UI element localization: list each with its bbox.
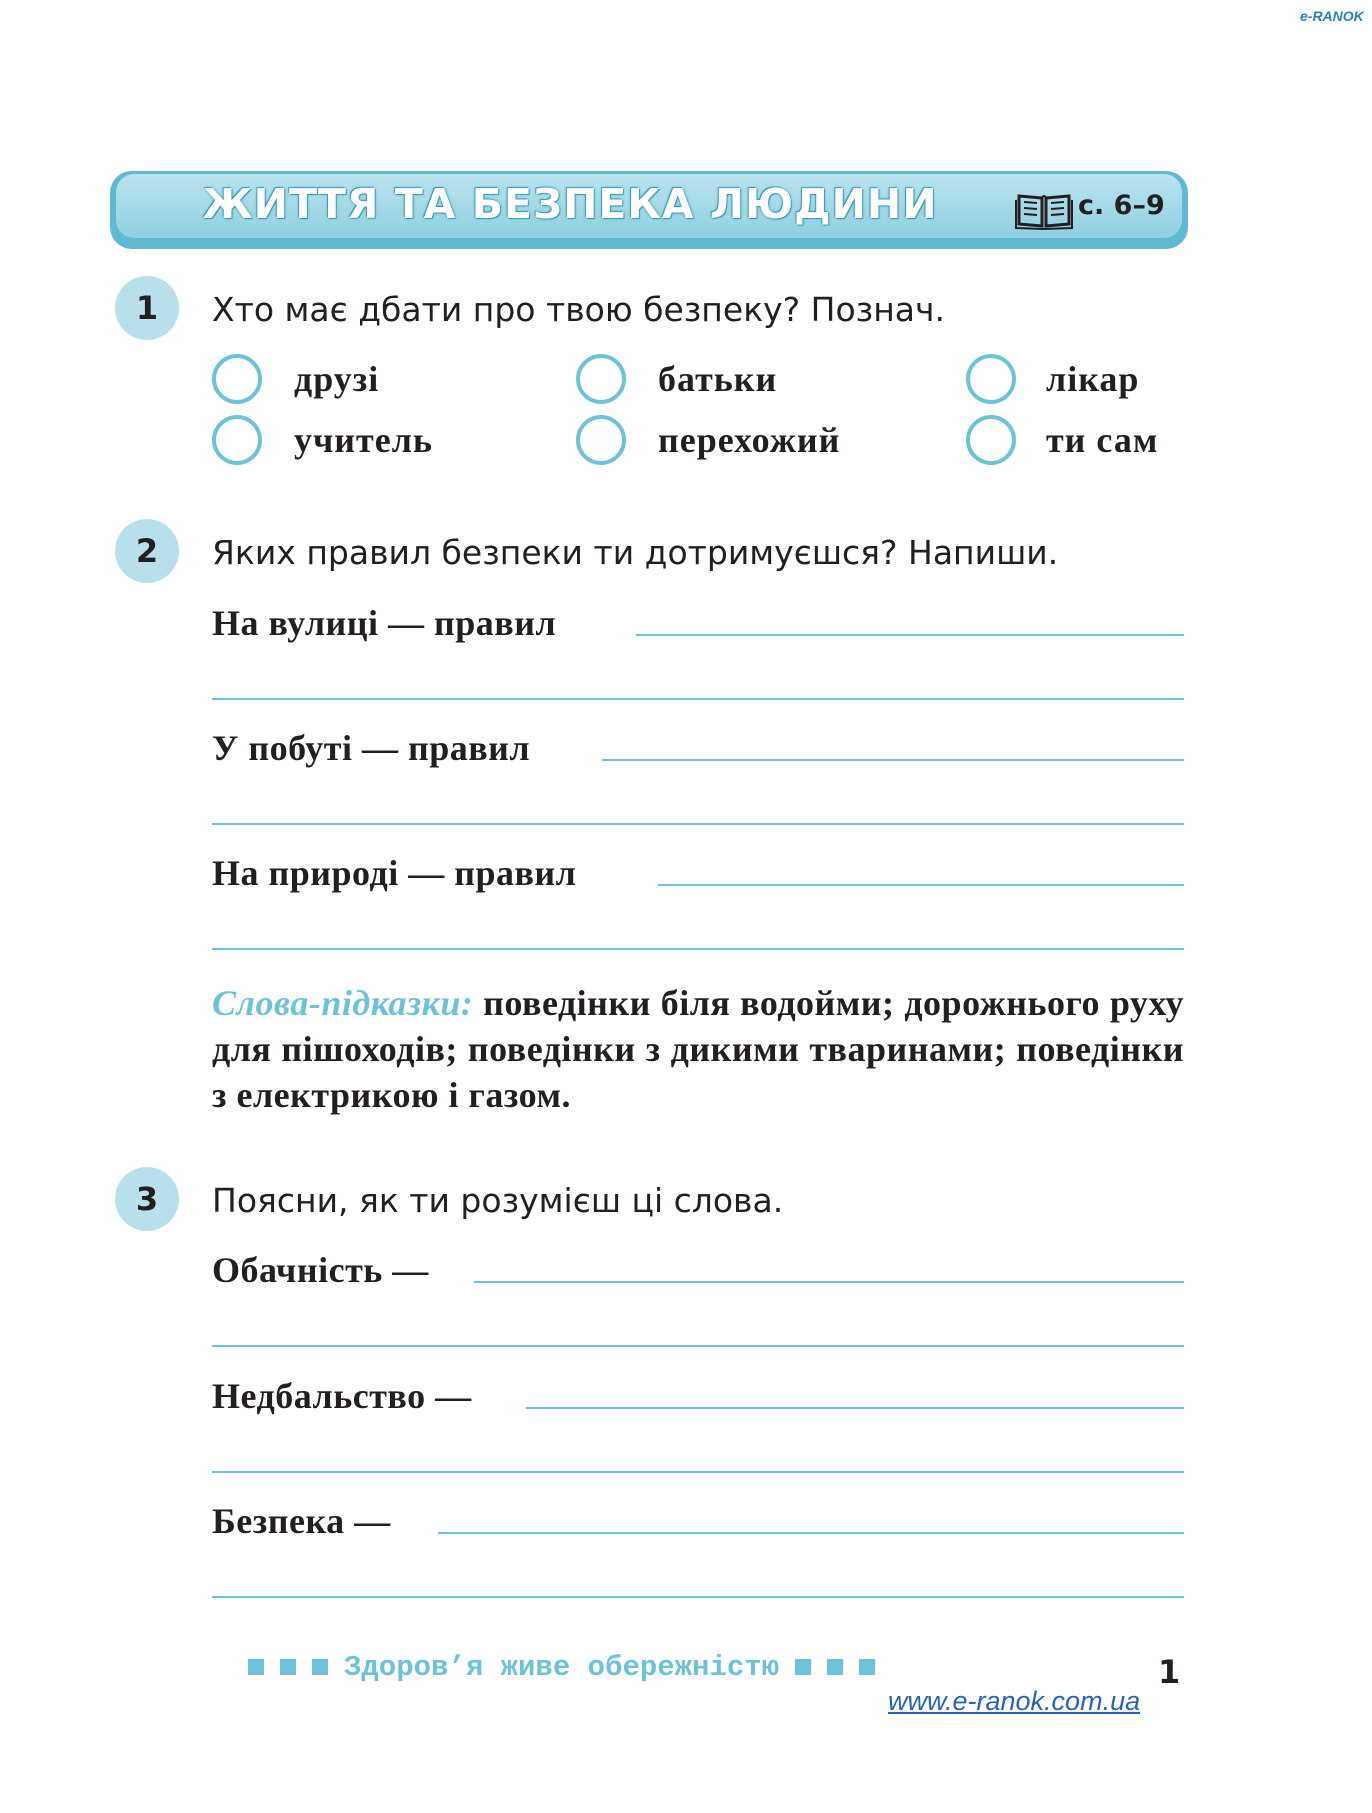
square-bullet-icon [312, 1659, 328, 1675]
publisher-logo-text: e-RANOK [1300, 8, 1364, 24]
term-label-obachnist: Обачність — [212, 1250, 429, 1290]
task-1-number: 1 [115, 276, 179, 340]
option-checkbox-batky[interactable] [576, 354, 626, 404]
term-label-bezpeka: Безпека — [212, 1501, 391, 1541]
motto-text: Здоров’я живе обережністю [344, 1651, 780, 1684]
option-checkbox-druzi[interactable] [212, 354, 262, 404]
answer-line[interactable] [474, 1281, 1184, 1283]
answer-line[interactable] [602, 759, 1184, 761]
hint-heading: Слова-підказки: [212, 983, 474, 1023]
square-bullet-icon [280, 1659, 296, 1675]
answer-line[interactable] [212, 823, 1184, 825]
rule-label-nature: На природі — правил [212, 853, 577, 893]
option-checkbox-likar[interactable] [966, 354, 1016, 404]
answer-line[interactable] [636, 634, 1184, 636]
task-2-number: 2 [115, 519, 179, 583]
task-1-prompt: Хто має дбати про твою безпеку? Познач. [212, 290, 945, 329]
hint-text: поведінки біля водойми; дорожнього руху для пішоходів; поведінки з дикими тваринами; поведінки з електрикою і газом. [212, 983, 1184, 1115]
option-label: перехожий [658, 420, 841, 460]
page-title: ЖИТТЯ ТА БЕЗПЕКА ЛЮДИНИ [202, 180, 938, 228]
publisher-site-link[interactable]: www.e-ranok.com.ua [888, 1686, 1141, 1716]
answer-line[interactable] [438, 1532, 1184, 1534]
square-bullet-icon [795, 1659, 811, 1675]
task-2-prompt: Яких правил безпеки ти дотримуєшся? Напиши. [212, 533, 1059, 572]
rule-label-street: На вулиці — правил [212, 603, 557, 643]
hint-words [212, 980, 1184, 1118]
rule-label-home: У побуті — правил [212, 728, 531, 768]
answer-line[interactable] [212, 1596, 1184, 1598]
textbook-pages-ref: с. 6–9 [1078, 190, 1165, 221]
answer-line[interactable] [212, 698, 1184, 700]
option-checkbox-ty-sam[interactable] [966, 415, 1016, 465]
square-bullet-icon [248, 1659, 264, 1675]
publisher-logo [1300, 8, 1364, 24]
page-number: 1 [1158, 1653, 1181, 1691]
task-3-prompt: Поясни, як ти розумієш ці слова. [212, 1181, 784, 1220]
option-label: батьки [658, 359, 778, 399]
answer-line[interactable] [212, 948, 1184, 950]
term-label-nedbalstvo: Недбальство — [212, 1376, 472, 1416]
answer-line[interactable] [526, 1407, 1184, 1409]
task-3-number: 3 [115, 1167, 179, 1231]
option-checkbox-uchytel[interactable] [212, 415, 262, 465]
answer-line[interactable] [658, 884, 1184, 886]
answer-line[interactable] [212, 1345, 1184, 1347]
square-bullet-icon [859, 1659, 875, 1675]
option-label: ти сам [1046, 420, 1159, 460]
open-book-icon [1015, 190, 1073, 230]
option-checkbox-perekhozhyi[interactable] [576, 415, 626, 465]
option-label: лікар [1046, 359, 1140, 399]
footer-motto [248, 1651, 875, 1684]
option-label: друзі [294, 359, 380, 399]
answer-line[interactable] [212, 1471, 1184, 1473]
option-label: учитель [294, 420, 433, 460]
square-bullet-icon [827, 1659, 843, 1675]
